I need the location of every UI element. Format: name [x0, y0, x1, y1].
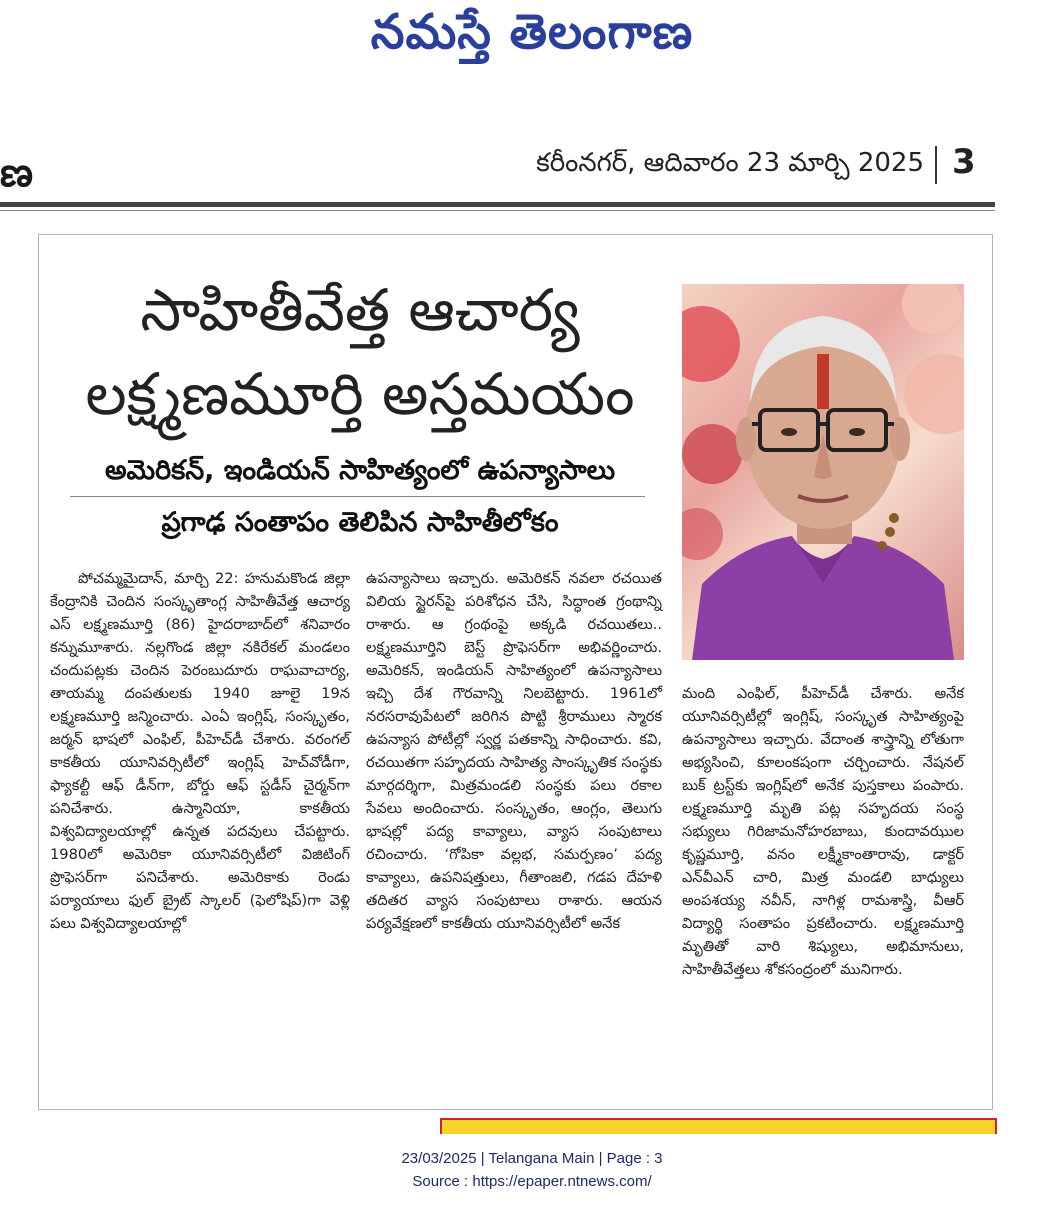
portrait-photo: [682, 284, 964, 660]
page-number-divider: [935, 146, 937, 184]
footer-edition-info: 23/03/2025 | Telangana Main | Page : 3: [401, 1150, 663, 1167]
header-rule-thick: [0, 202, 995, 207]
footer-source: Source : https://epaper.ntnews.com/: [412, 1173, 652, 1190]
article-column-2: ఉపన్యాసాలు ఇచ్చారు. అమెరికన్ నవలా రచయిత విలియ స్టైరన్‌పై పరిశోధన చేసి, సిద్ధాంత గ్రంథాన్ని రాశారు. ఆ గ్రంథంపై అక్కడి రచయితలు.. లక్ష్మణమూర్తిని బెస్ట్ ప్రొఫెసర్‌గా అభివర్ణించారు. అమెరికన్, ఇండియన్ సాహిత్యంలో ఉపన్యాసాలు ఇచ్చి దేశ గౌరవాన్ని నిలబెట్టారు. 1961లో నరసరావుపేటలో జరిగిన పొట్టి శ్రీరాములు స్మారక ఉపన్యాస పోటీల్లో స్వర్ణ పతకాన్ని సాధించారు. కవి, రచయితగా సహృదయ సాహిత్య సాంస్కృతిక సంస్థకు మార్గదర్శిగా, మిత్రమండలి సంస్థకు పలు రకాల సేవలు అందించారు. సంస్కృతం, ఆంగ్లం, తెలుగు భాషల్లో పద్య కావ్యాలు, వ్యాస సంపుటాలు రచించారు. ‘గోపికా వల్లభ, సమర్పణం’ పద్య కావ్యాలు, ఉపనిషత్తులు, గీతాంజలి, గడప దేహళి తదితర వ్యాస సంపుటాలు రాశారు. ఆయన పర్యవేక్షణలో కాకతీయ యూనివర్సిటీలో అనేక: [366, 570, 662, 932]
article-column-3: మంది ఎంఫిల్, పీహెచ్‌డీ చేశారు. అనేక యూనివర్సిటీల్లో ఇంగ్లిష్, సంస్కృత సాహిత్యంపై ఉపన్యాసాలు ఇచ్చారు. వేదాంత శాస్త్రాన్ని లోతుగా అభ్యసించి, కూలంకషంగా చర్చించారు. నేషనల్ బుక్ ట్రస్ట్‌కు ఇంగ్లిష్‌లో అనేక పుస్తకాలు పంపారు. లక్ష్మణమూర్తి మృతి పట్ల సహృదయ సంస్థ సభ్యులు గిరిజామనోహరబాబు, కుందావఝుల కృష్ణమూర్తి, వనం లక్ష్మీకాంతారావు, డాక్టర్ ఎన్‌వీఎన్ చారి, మిత్ర మండలి బాధ్యులు అంపశయ్య నవీన్, నాగిళ్ల రామశాస్త్రి, వీఆర్ విద్యార్థి సంతాపం ప్రకటించారు. లక్ష్మణమూర్తి మృతితో వారి శిష్యులు, అభిమానులు, సాహితీవేత్తలు శోకసంద్రంలో మునిగారు.: [682, 685, 964, 978]
page-number: 3: [952, 142, 976, 182]
subheading-secondary: ప్రగాఢ సంతాపం తెలిపిన సాహితీలోకం: [161, 507, 559, 538]
dateline: కరీంనగర్, ఆదివారం 23 మార్చి 2025: [536, 148, 924, 178]
subheading-divider: [70, 496, 645, 497]
article-column-1: పోచమ్మమైదాన్, మార్చి 22: హనుమకొండ జిల్లా కేంద్రానికి చెందిన సంస్కృతాంగ్ల సాహితీవేత్త ఆచార్య ఎస్ లక్ష్మణమూర్తి (86) హైదరాబాద్‌లో శనివారం కన్నుమూశారు. నల్లగొండ జిల్లా నకిరేకల్ మండలం చందుపట్లకు చెందిన పెరంబుదూరు రాఘవాచార్య, తాయమ్మ దంపతులకు 1940 జూలై 19న లక్ష్మణమూర్తి జన్మించారు. ఎంఏ ఇంగ్లిష్, సంస్కృతం, జర్మన్ భాషలో ఎంఫిల్, పీహెచ్‌డీ చేశారు. వరంగల్ కాకతీయ యూనివర్సిటీలో ఇంగ్లిష్ హెచ్‌వోడీగా, ఫ్యాకల్టీ ఆఫ్ డీన్‌గా, బోర్డు ఆఫ్ స్టడీస్ చైర్మన్‌గా పనిచేశారు. ఉస్మానియా, కాకతీయ విశ్వవిద్యాలయాల్లో ఉన్నత పదవులు చేపట్టారు. 1980లో అమెరికా యూనివర్సిటీలో విజిటింగ్ ప్రొఫెసర్‌గా పనిచేశారు. అమెరికాకు రెండు పర్యాయాలు ఫుల్ బ్రైట్ స్కాలర్ (ఫెలోషిప్)గా వెళ్లి పలు విశ్వవిద్యాలయాల్లో: [50, 570, 350, 932]
advertisement-strip: [440, 1118, 997, 1134]
newspaper-masthead: నమస్తే తెలంగాణ: [370, 4, 694, 60]
subheading-primary: అమెరికన్, ఇండియన్ సాహిత్యంలో ఉపన్యాసాలు: [104, 455, 616, 486]
portrait-illustration: [682, 284, 964, 660]
masthead-fragment: ణ: [0, 150, 34, 196]
headline-line-2: లక్ష్మణమూర్తి అస్తమయం: [85, 360, 635, 428]
header-rule-thin: [0, 210, 995, 211]
headline-line-1: సాహితీవేత్త ఆచార్య: [140, 276, 580, 344]
article-headline: [60, 268, 660, 436]
